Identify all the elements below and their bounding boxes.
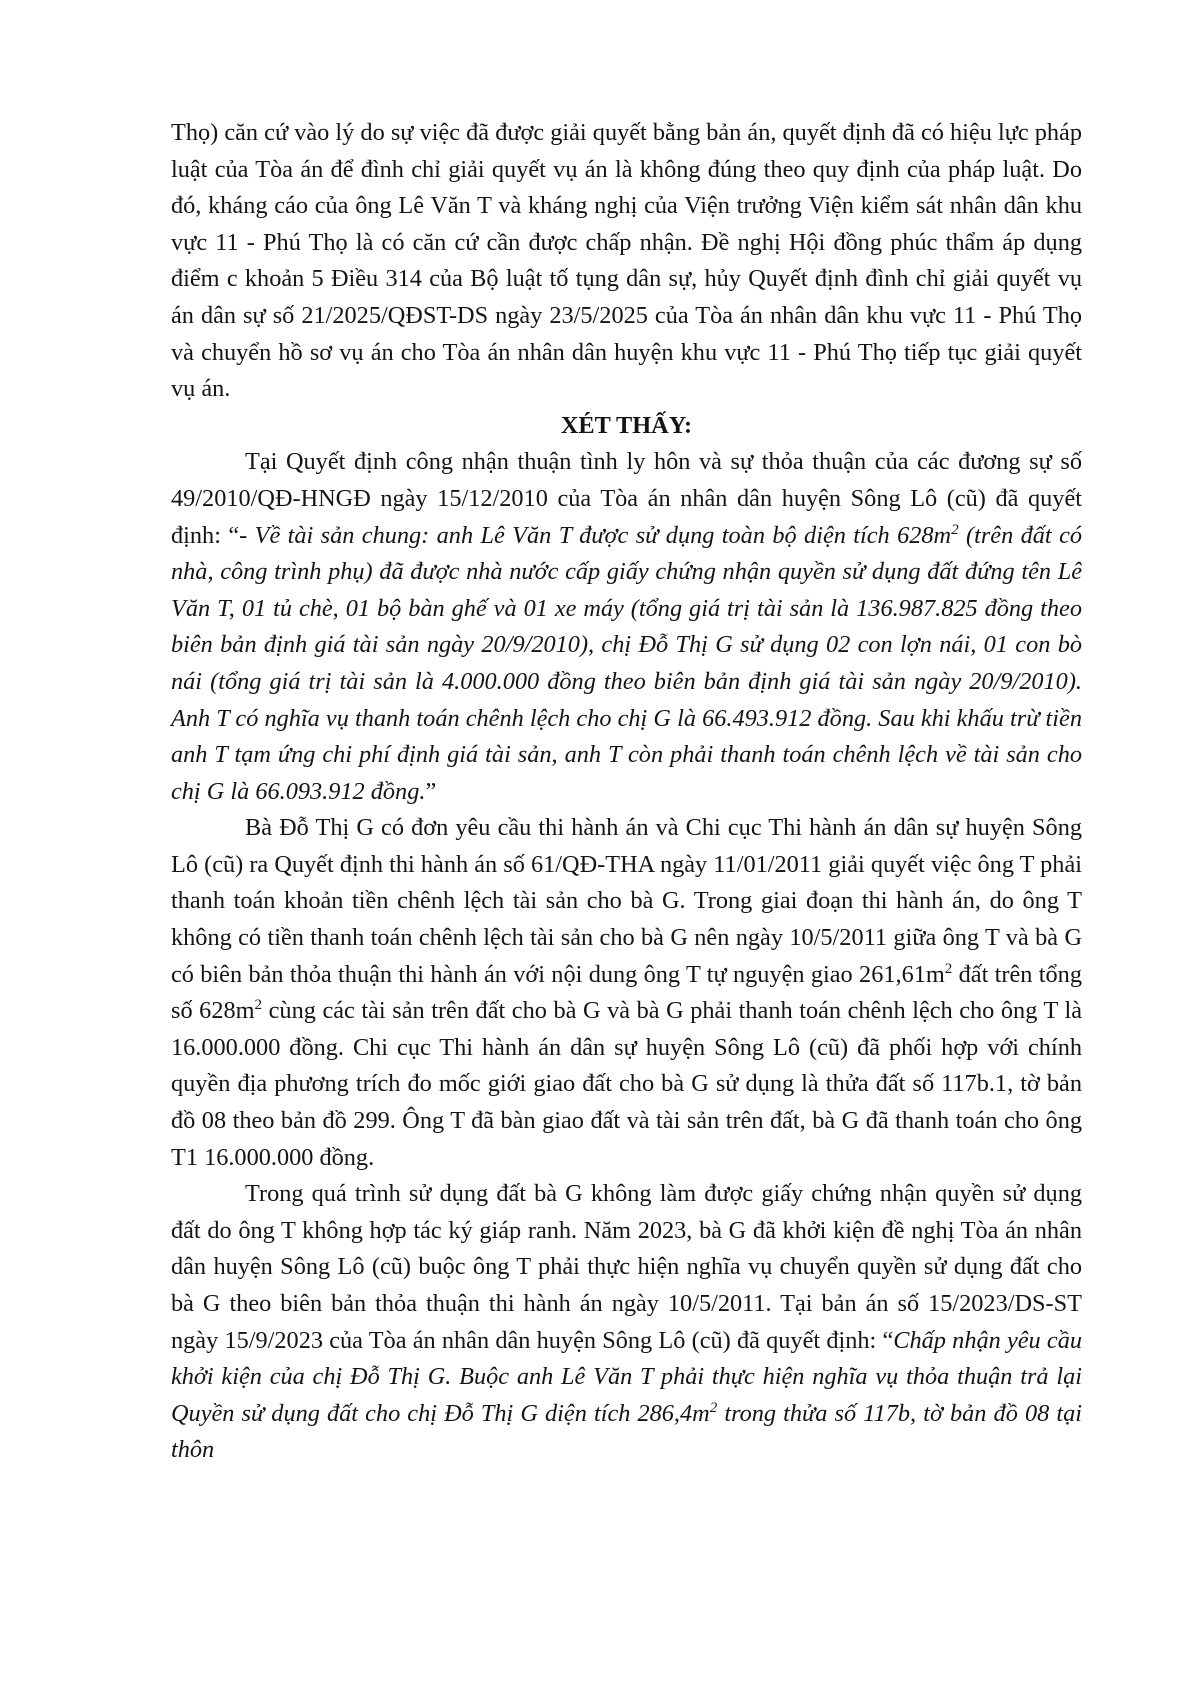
- paragraph-text: cùng các tài sản trên đất cho bà G và bà G phải thanh toán chênh lệch cho ông T là 16.000.000 đồng. Chi cục Thi hành án dân sự huyện Sông Lô (cũ) đã phối hợp với chính quyền địa phương trích đo mốc giới giao đất cho bà G sử dụng là thửa đất số 117b.1, tờ bản đồ 08 theo bản đồ 299. Ông T đã bàn giao đất và tài sản trên đất, bà G đã thanh toán cho ông T1 16.000.000 đồng.: [171, 997, 1082, 1171]
- paragraph-text: Tại Quyết định công nhận thuận tình ly hôn và sự thỏa thuận của các đương sự số 49/2010/QĐ-HNGĐ ngày 15/12/2010 của Tòa án nhân dân huyện Sông Lô (cũ) đã quyết định: “: [171, 448, 1082, 549]
- superscript-unit: 2: [944, 960, 953, 977]
- superscript-unit: 2: [254, 997, 263, 1014]
- section-heading: XÉT THẤY:: [560, 411, 693, 439]
- superscript-unit: 2: [951, 521, 959, 538]
- paragraph-text: Trong quá trình sử dụng đất bà G không làm được giấy chứng nhận quyền sử dụng đất do ông T không hợp tác ký giáp ranh. Năm 2023, bà G đã khởi kiện đề nghị Tòa án nhân dân huyện Sông Lô (cũ) buộc ông T phải thực hiện nghĩa vụ chuyển quyền sử dụng đất cho bà G theo biên bản thỏa thuận thi hành án ngày 10/5/2011. Tại bản án số 15/2023/DS-ST ngày 15/9/2023 của Tòa án nhân dân huyện Sông Lô (cũ) đã quyết định: “: [171, 1180, 1082, 1354]
- paragraph-enforcement: [171, 810, 1082, 1176]
- quoted-decision-text: - Về tài sản chung: anh Lê Văn T được sử dụng toàn bộ diện tích 628m: [239, 521, 952, 549]
- quoted-judgment-text: trong thửa số 117b, tờ bản đồ 08 tại thôn: [171, 1399, 1082, 1464]
- quoted-decision-text: (trên đất có nhà, công trình phụ) đã được nhà nước cấp giấy chứng nhận quyền sử dụng đất đứng tên Lê Văn T, 01 tủ chè, 01 bộ bàn ghế và 01 xe máy (tổng giá trị tài sản là 136.987.825 đồng theo biên bản định giá tài sản ngày 20/9/2010), chị Đỗ Thị G sử dụng 02 con lợn nái, 01 con bò nái (tổng giá trị tài sản là 4.000.000 đồng theo biên bản định giá tài sản ngày 20/9/2010). Anh T có nghĩa vụ thanh toán chênh lệch cho chị G là 66.493.912 đồng. Sau khi khấu trừ tiền anh T tạm ứng chi phí định giá tài sản, anh T còn phải thanh toán chênh lệch về tài sản cho chị G là 66.093.912 đồng.: [171, 521, 1082, 805]
- superscript-unit: 2: [709, 1399, 718, 1416]
- paragraph-court-opinion: Thọ) căn cứ vào lý do sự việc đã được giải quyết bằng bản án, quyết định đã có hiệu lực pháp luật của Tòa án để đình chỉ giải quyết vụ án là không đúng theo quy định của pháp luật. Do đó, kháng cáo của ông Lê Văn T và kháng nghị của Viện trưởng Viện kiểm sát nhân dân khu vực 11 - Phú Thọ là có căn cứ cần được chấp nhận. Đề nghị Hội đồng phúc thẩm áp dụng điểm c khoản 5 Điều 314 của Bộ luật tố tụng dân sự, hủy Quyết định đình chỉ giải quyết vụ án dân sự số 21/2025/QĐST-DS ngày 23/5/2025 của Tòa án nhân dân khu vực 11 - Phú Thọ và chuyển hồ sơ vụ án cho Tòa án nhân dân huyện khu vực 11 - Phú Thọ tiếp tục giải quyết vụ án.: [171, 119, 1082, 403]
- quoted-judgment-text: Chấp nhận yêu cầu khởi kiện của chị Đỗ Thị G. Buộc anh Lê Văn T phải thực hiện nghĩa vụ thỏa thuận trả lại Quyền sử dụng đất cho chị Đỗ Thị G diện tích 286,4m: [171, 1326, 1083, 1427]
- paragraph-text: đất trên tổng số 628m: [171, 960, 1082, 1025]
- paragraph-text: Bà Đỗ Thị G có đơn yêu cầu thi hành án và Chi cục Thi hành án dân sự huyện Sông Lô (cũ) ra Quyết định thi hành án số 61/QĐ-THA ngày 11/01/2011 giải quyết việc ông T phải thanh toán khoản tiền chênh lệch tài sản cho bà G. Trong giai đoạn thi hành án, do ông T không có tiền thanh toán chênh lệch tài sản cho bà G nên ngày 10/5/2011 giữa ông T và bà G có biên bản thỏa thuận thi hành án với nội dung ông T tự nguyện giao 261,61m: [171, 814, 1082, 988]
- paragraph-divorce-decision: [171, 444, 1082, 810]
- closing-quote: ”: [425, 777, 437, 805]
- paragraph-lawsuit: [171, 1176, 1082, 1469]
- document-page: [171, 115, 1082, 1469]
